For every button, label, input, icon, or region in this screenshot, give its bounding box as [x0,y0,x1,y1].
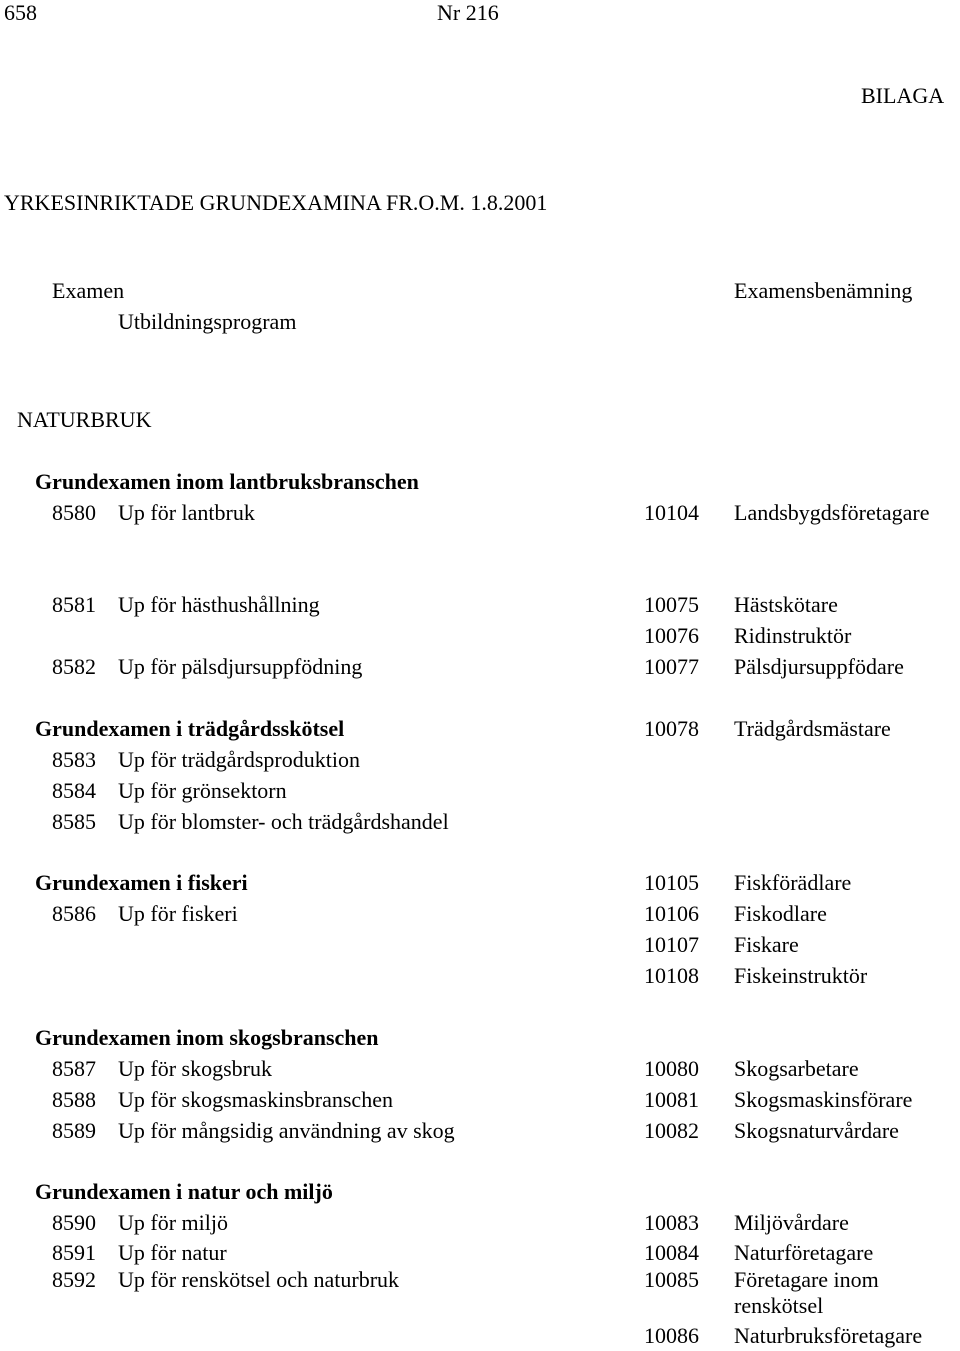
degree-code: 10081 [644,1087,699,1112]
table-row [0,749,960,775]
program-name: Up för skogsmaskinsbranschen [118,1087,393,1112]
group-heading: Grundexamen i natur och miljö [35,1179,333,1204]
program-code: 8582 [52,654,96,679]
issue-number: Nr 216 [437,0,499,25]
degree-title: Landsbygdsföretagare [734,500,930,525]
program-code: 8591 [52,1240,96,1265]
degree-title: Ridinstruktör [734,623,852,648]
degree-code: 10108 [644,963,699,988]
table-row [0,872,960,898]
program-code: 8586 [52,901,96,926]
table-row [0,718,960,744]
degree-title: Skogsnaturvårdare [734,1118,899,1143]
document-title: YRKESINRIKTADE GRUNDEXAMINA FR.O.M. 1.8.2001 [4,190,548,215]
table-row [0,625,960,651]
degree-code: 10080 [644,1056,699,1081]
group-heading: Grundexamen inom skogsbranschen [35,1025,379,1050]
program-code: 8590 [52,1210,96,1235]
table-row [0,1058,960,1084]
degree-title-continued: renskötsel [734,1293,824,1318]
degree-code: 10076 [644,623,699,648]
column-header-examen: Examen [52,278,125,303]
degree-code: 10075 [644,592,699,617]
group-heading: Grundexamen i trädgårdsskötsel [35,716,345,741]
table-row [0,1120,960,1146]
degree-code: 10086 [644,1323,699,1348]
degree-code: 10077 [644,654,699,679]
column-header-program: Utbildningsprogram [118,309,297,334]
degree-code: 10084 [644,1240,699,1265]
program-name: Up för natur [118,1240,227,1265]
appendix-label: BILAGA [861,83,945,108]
degree-title: Skogsarbetare [734,1056,859,1081]
program-code: 8592 [52,1267,96,1292]
table-row [0,1242,960,1268]
table-row [0,1295,960,1321]
table-row [0,811,960,837]
program-name: Up för pälsdjursuppfödning [118,654,363,679]
table-row [0,502,960,528]
program-name: Up för grönsektorn [118,778,287,803]
program-code: 8588 [52,1087,96,1112]
table-row [0,903,960,929]
program-code: 8584 [52,778,96,803]
degree-title: Naturföretagare [734,1240,874,1265]
degree-title: Pälsdjursuppfödare [734,654,904,679]
degree-code: 10085 [644,1267,699,1292]
program-name: Up för skogsbruk [118,1056,272,1081]
table-row [0,1212,960,1238]
program-name: Up för lantbruk [118,500,255,525]
program-name: Up för renskötsel och naturbruk [118,1267,400,1292]
column-header-benamning: Examensbenämning [734,278,913,303]
table-row [0,656,960,682]
degree-title: Miljövårdare [734,1210,849,1235]
degree-code: 10106 [644,901,699,926]
table-row [0,1269,960,1295]
table-row [0,965,960,991]
degree-title: Hästskötare [734,592,838,617]
degree-code: 10078 [644,716,699,741]
program-name: Up för hästhushållning [118,592,320,617]
degree-code: 10105 [644,870,699,895]
program-name: Up för trädgårdsproduktion [118,747,360,772]
degree-title: Fiskare [734,932,799,957]
degree-code: 10104 [644,500,699,525]
page-number: 658 [4,0,37,25]
degree-title: Fiskodlare [734,901,827,926]
program-name: Up för mångsidig användning av skog [118,1118,455,1143]
program-code: 8589 [52,1118,96,1143]
program-code: 8583 [52,747,96,772]
degree-title: Naturbruksföretagare [734,1323,923,1348]
program-name: Up för blomster- och trädgårdshandel [118,809,449,834]
program-code: 8580 [52,500,96,525]
table-row [0,1089,960,1115]
degree-title: Trädgårdsmästare [734,716,891,741]
table-row [0,780,960,806]
program-name: Up för miljö [118,1210,228,1235]
program-code: 8587 [52,1056,96,1081]
degree-code: 10107 [644,932,699,957]
degree-code: 10083 [644,1210,699,1235]
degree-code: 10082 [644,1118,699,1143]
program-name: Up för fiskeri [118,901,238,926]
degree-title: Företagare inom [734,1267,879,1292]
degree-title: Fiskeinstruktör [734,963,868,988]
table-row [0,934,960,960]
table-row [0,594,960,620]
program-code: 8585 [52,809,96,834]
group-heading: Grundexamen inom lantbruksbranschen [35,469,419,494]
group-heading: Grundexamen i fiskeri [35,870,248,895]
degree-title: Fiskförädlare [734,870,852,895]
table-row [0,1325,960,1351]
degree-title: Skogsmaskinsförare [734,1087,913,1112]
program-code: 8581 [52,592,96,617]
section-title: NATURBRUK [17,407,152,432]
